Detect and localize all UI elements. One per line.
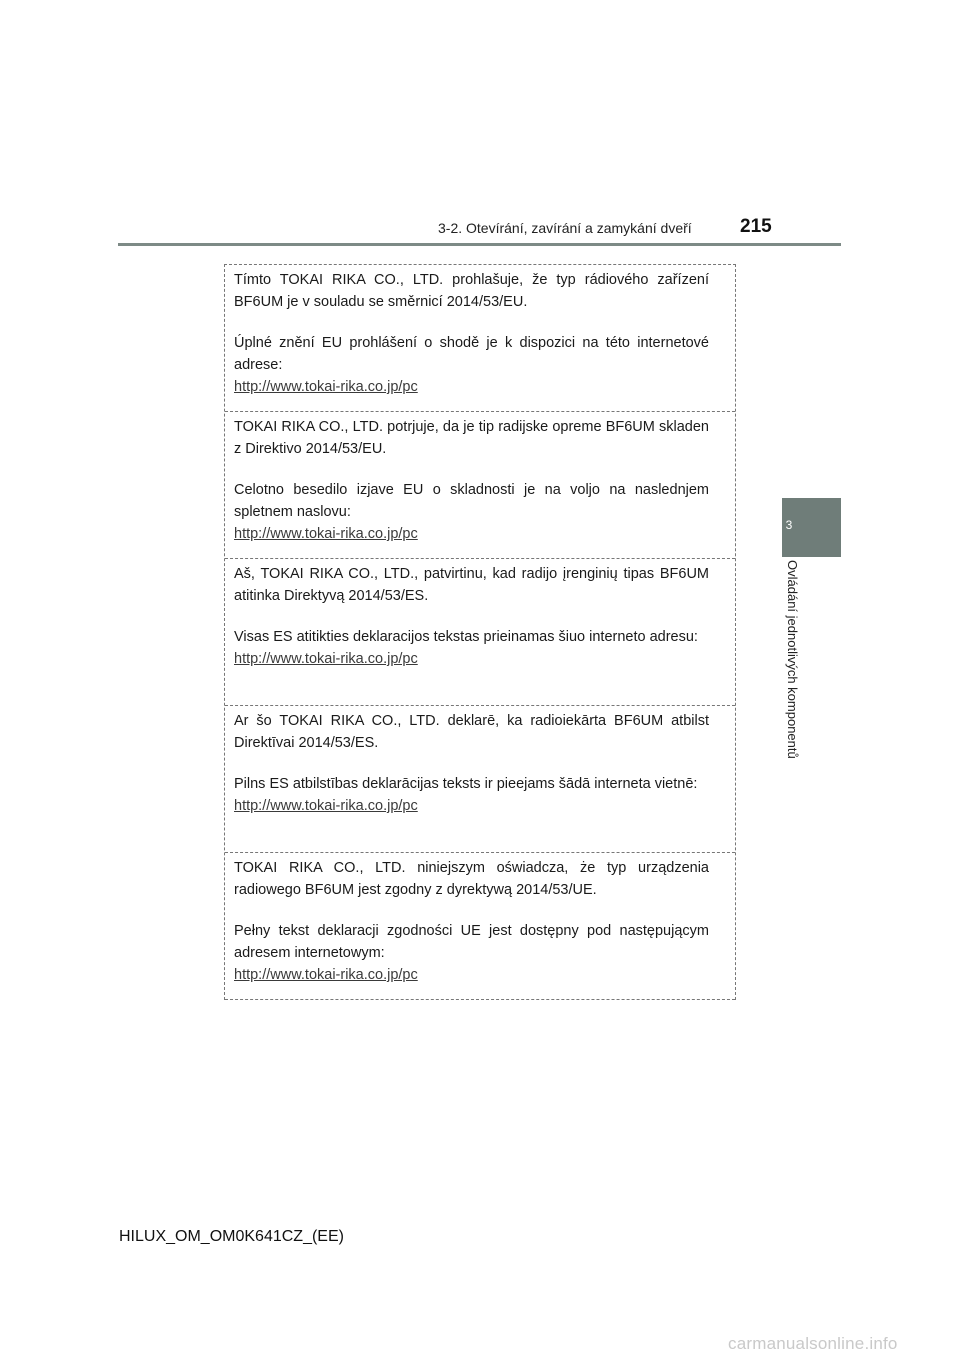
- manual-code: HILUX_OM_OM0K641CZ_(EE): [119, 1228, 344, 1245]
- declaration-table: [224, 264, 736, 1000]
- declaration-cell-slovenian: [225, 412, 735, 559]
- declaration-availability: Visas ES atitikties deklaracijos tekstas prieinamas šiuo interneto adresu:: [234, 629, 698, 645]
- chapter-tab-number: 3: [785, 518, 793, 532]
- chapter-side-label-text: Ovládání jednotlivých komponentů: [785, 560, 800, 759]
- declaration-cell-czech: [225, 265, 735, 412]
- section-title: 3-2. Otevírání, zavírání a zamykání dveří: [438, 220, 692, 236]
- declaration-cell-lithuanian: [225, 559, 735, 706]
- declaration-statement: Aš, TOKAI RIKA CO., LTD., patvirtinu, kad radijo įrenginių tipas BF6UM atitinka Direktyvą 2014/53/ES.: [234, 566, 709, 604]
- declaration-availability: Celotno besedilo izjave EU o skladnosti je na voljo na naslednjem spletnem naslovu:: [234, 482, 709, 520]
- header-divider: [118, 243, 841, 246]
- declaration-url-link[interactable]: http://www.tokai-rika.co.jp/pc: [234, 379, 418, 395]
- declaration-statement: Tímto TOKAI RIKA CO., LTD. prohlašuje, že typ rádiového zařízení BF6UM je v souladu se směrnicí 2014/53/EU.: [234, 272, 709, 310]
- chapter-side-label: [785, 560, 805, 800]
- declaration-cell-polish: [225, 853, 735, 1000]
- declaration-cell-latvian: [225, 706, 735, 853]
- declaration-url-link[interactable]: http://www.tokai-rika.co.jp/pc: [234, 967, 418, 983]
- declaration-url-link[interactable]: http://www.tokai-rika.co.jp/pc: [234, 526, 418, 542]
- declaration-url-link[interactable]: http://www.tokai-rika.co.jp/pc: [234, 651, 418, 667]
- declaration-statement: TOKAI RIKA CO., LTD. niniejszym oświadcza, że typ urządzenia radiowego BF6UM jest zgodny z dyrektywą 2014/53/UE.: [234, 860, 709, 898]
- declaration-statement: TOKAI RIKA CO., LTD. potrjuje, da je tip radijske opreme BF6UM skladen z Direktivo 2014/53/EU.: [234, 419, 709, 457]
- declaration-availability: Pilns ES atbilstības deklarācijas teksts ir pieejams šādā interneta vietnē:: [234, 776, 698, 792]
- page-number: 215: [740, 216, 772, 237]
- declaration-availability: Pełny tekst deklaracji zgodności UE jest dostępny pod następującym adresem internetowym:: [234, 923, 709, 961]
- site-watermark: carmanualsonline.info: [728, 1334, 898, 1353]
- declaration-availability: Úplné znění EU prohlášení o shodě je k dispozici na této internetové adrese:: [234, 335, 709, 373]
- declaration-statement: Ar šo TOKAI RIKA CO., LTD. deklarē, ka radioiekārta BF6UM atbilst Direktīvai 2014/53/ES.: [234, 713, 709, 751]
- declaration-url-link[interactable]: http://www.tokai-rika.co.jp/pc: [234, 798, 418, 814]
